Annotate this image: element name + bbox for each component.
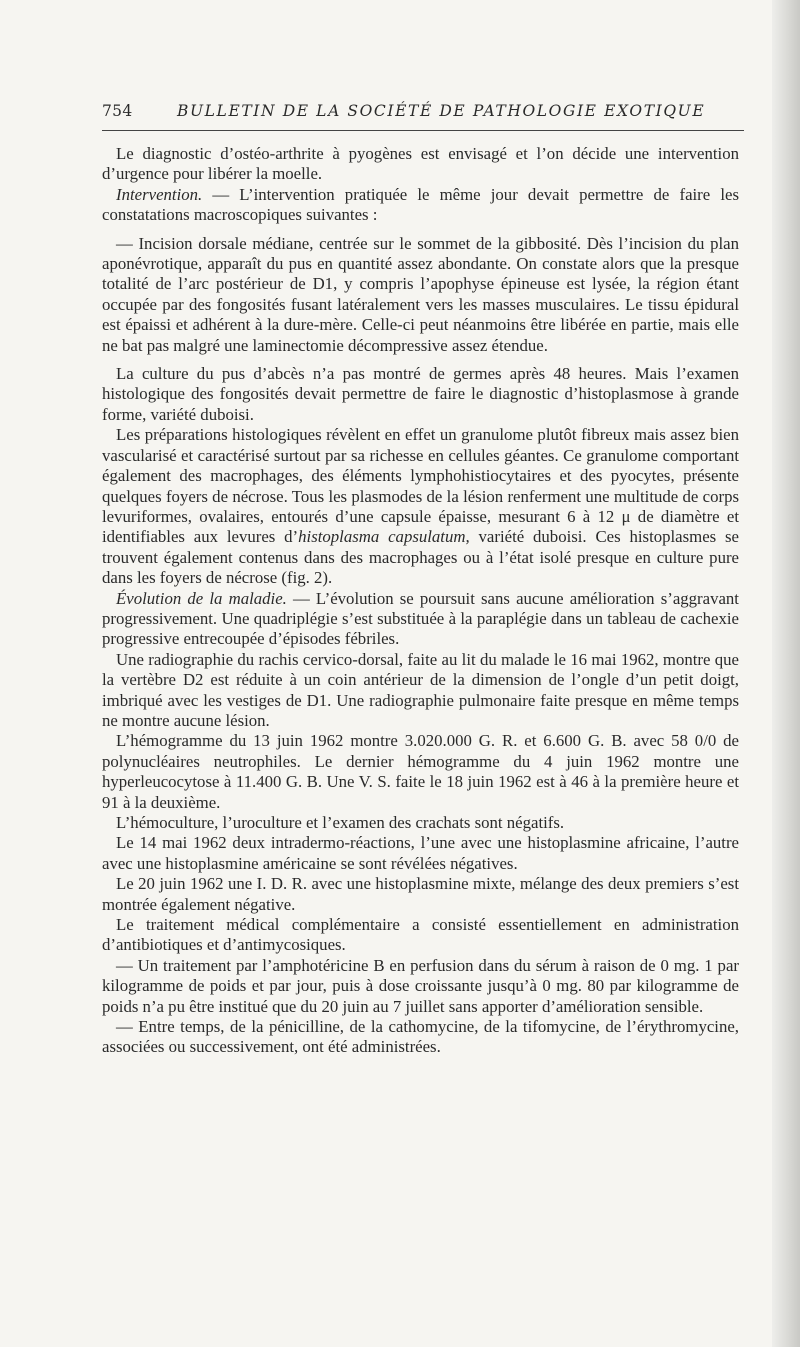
running-header	[102, 100, 742, 126]
paragraph-treatment: Le traitement médical complémentaire a consisté essentiellement en administration d’antibiotiques et d’antimycosiques.	[102, 915, 739, 955]
paragraph-cultures: L’hémoculture, l’uroculture et l’examen des crachats sont négatifs.	[116, 813, 565, 832]
page-number: 754	[102, 102, 133, 120]
paragraph-radiography: Une radiographie du rachis cervico-dorsal, faite au lit du malade le 16 mai 1962, montre que la vertèbre D2 est réduite à un coin antérieur de la dimension de l’ongle d’un petit doigt, imbriqué avec les vestiges de D1. Une radiographie pulmonaire faite presque en même temps ne montre aucune lésion.	[102, 649, 739, 730]
page-edge-shadow	[772, 0, 800, 1347]
section-label-intervention: Intervention.	[116, 184, 203, 204]
paragraph-culture: La culture du pus d’abcès n’a pas montré de germes après 48 heures. Mais l’examen histologique des fongosités devait permettre de faire le diagnostic d’histoplasmose à grande forme, variété duboisi.	[102, 364, 739, 424]
species-name: histoplasma capsulatum,	[298, 527, 470, 547]
journal-title: BULLETIN DE LA SOCIÉTÉ DE PATHOLOGIE EXOTIQUE	[177, 102, 706, 120]
paragraph-diagnosis: Le diagnostic d’ostéo-arthrite à pyogènes est envisagé et l’on décide une intervention d’urgence pour libérer la moelle.	[102, 144, 739, 184]
paragraph-intradermo: Le 14 mai 1962 deux intradermo-réactions, l’une avec une histoplasmine africaine, l’autre avec une histoplasmine américaine se sont révélées négatives.	[102, 833, 739, 873]
paragraph-amphotericin: — Un traitement par l’amphotéricine B en perfusion dans du sérum à raison de 0 mg. 1 par kilogramme de poids et par jour, puis à dose croissante jusqu’à 0 mg. 80 par kilogramme de poids n’a pu être institué que du 20 juin au 7 juillet sans apporter d’amélioration sensible.	[102, 955, 739, 1016]
section-label-evolution: Évolution de la maladie.	[116, 588, 287, 608]
paragraph-histology: Les préparations histologiques révèlent en effet un granulome plutôt fibreux mais assez bien vascularisé et caractérisé surtout par sa richesse en cellules géantes. Ce granulome comportant également des macrophages, des éléments lymphohistiocytaires et des pyocytes, présente quelques foyers de nécrose. Tous les plasmodes de la lésion renferment une multitude de corps levuriformes, ovalaires, entourés d’une capsule épaisse, mesurant 6 à 12 μ de diamètre et identifiables aux levures d’histoplasma capsulatum, variété duboisi. Ces histoplasmes se trouvent également contenus dans des macrophages ou à l’état isolé presque en culture pure dans les foyers de nécrose (fig. 2).	[102, 425, 740, 588]
article-body	[102, 144, 739, 1058]
paragraph-intervention: Intervention. — L’intervention pratiquée le même jour devait permettre de faire les constatations macroscopiques suivantes :	[102, 184, 739, 225]
header-rule	[102, 130, 744, 131]
paragraph-evolution: Évolution de la maladie. — L’évolution se poursuit sans aucune amélioration s’aggravant progressivement. Une quadriplégie s’est substituée à la paraplégie dans un tableau de cachexie progressive entrecoupée d’épisodes fébriles.	[102, 588, 739, 649]
paragraph-idr: Le 20 juin 1962 une I. D. R. avec une histoplasmine mixte, mélange des deux premiers s’est montrée également négative.	[102, 874, 739, 914]
paragraph-incision: — Incision dorsale médiane, centrée sur le sommet de la gibbosité. Dès l’incision du plan aponévrotique, apparaît du pus en quantité assez abondante. On constate alors que la presque totalité de l’arc postérieur de D1, y compris l’apophyse épineuse est lysée, la région étant occupée par des fongosités fusant latéralement vers les masses musculaires. Le tissu épidural est épaissi et adhérent à la dure-mère. Celle-ci peut néanmoins être libérée en partie, mais elle ne bat pas malgré une laminectomie décompressive assez étendue.	[102, 233, 739, 355]
paragraph-hemogram: L’hémogramme du 13 juin 1962 montre 3.020.000 G. R. et 6.600 G. B. avec 58 0/0 de polynucléaires neutrophiles. Le dernier hémogramme du 4 juin 1962 montre une hyperleucocytose à 11.400 G. B. Une V. S. faite le 18 juin 1962 est à 46 à la première heure et 91 à la deuxième.	[102, 731, 739, 812]
paragraph-antibiotics: — Entre temps, de la pénicilline, de la cathomycine, de la tifomycine, de l’érythromycine, associées ou successivement, ont été administrées.	[102, 1017, 739, 1057]
